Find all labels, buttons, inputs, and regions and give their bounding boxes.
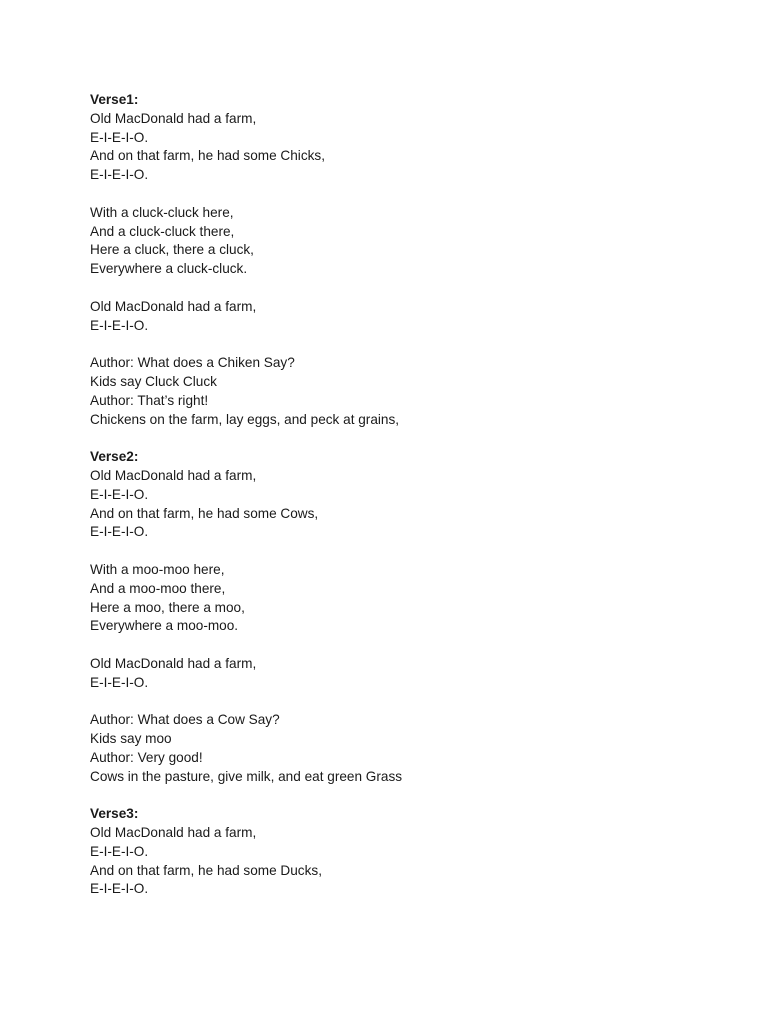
blank-line xyxy=(90,335,730,354)
blank-line xyxy=(90,429,730,448)
lyric-line: Here a moo, there a moo, xyxy=(90,599,245,615)
lyric-line: And a cluck-cluck there, xyxy=(90,223,235,239)
blank-line xyxy=(90,185,730,204)
lyric-line: And on that farm, he had some Ducks, xyxy=(90,862,322,878)
blank-line xyxy=(90,693,730,712)
verse-heading: Verse3: xyxy=(90,806,139,822)
lyric-line: Everywhere a moo-moo. xyxy=(90,618,239,634)
lyric-line: With a cluck-cluck here, xyxy=(90,204,234,220)
dialogue-line: Cows in the pasture, give milk, and eat green Grass xyxy=(90,768,403,784)
dialogue-line: Kids say moo xyxy=(90,731,172,747)
verse-heading: Verse2: xyxy=(90,449,139,465)
lyric-line: Everywhere a cluck-cluck. xyxy=(90,261,248,277)
verse-heading: Verse1: xyxy=(90,92,139,107)
lyric-line: Here a cluck, there a cluck, xyxy=(90,242,254,258)
dialogue-line: Author: That’s right! xyxy=(90,392,209,408)
lyric-line: E-I-E-I-O. xyxy=(90,674,149,690)
lyric-line: Old MacDonald had a farm, xyxy=(90,467,257,483)
lyric-line: And on that farm, he had some Cows, xyxy=(90,505,319,521)
verse xyxy=(90,448,730,805)
lyric-line: Old MacDonald had a farm, xyxy=(90,825,257,841)
lyric-line: E-I-E-I-O. xyxy=(90,843,149,859)
lyric-line: And a moo-moo there, xyxy=(90,580,226,596)
blank-line xyxy=(90,786,730,805)
blank-line xyxy=(90,542,730,561)
lyric-line: E-I-E-I-O. xyxy=(90,524,149,540)
dialogue-line: Kids say Cluck Cluck xyxy=(90,373,217,389)
dialogue-line: Author: Very good! xyxy=(90,749,203,765)
verse xyxy=(90,805,730,899)
lyric-line: E-I-E-I-O. xyxy=(90,167,149,183)
lyric-line: E-I-E-I-O. xyxy=(90,317,149,333)
lyric-line: E-I-E-I-O. xyxy=(90,881,149,897)
document-page xyxy=(90,91,730,899)
lyric-line: And on that farm, he had some Chicks, xyxy=(90,148,325,164)
lyric-line: Old MacDonald had a farm, xyxy=(90,655,257,671)
lyric-line: E-I-E-I-O. xyxy=(90,486,149,502)
dialogue-line: Chickens on the farm, lay eggs, and peck at grains, xyxy=(90,411,400,427)
lyric-line: E-I-E-I-O. xyxy=(90,129,149,145)
blank-line xyxy=(90,636,730,655)
lyric-line: Old MacDonald had a farm, xyxy=(90,298,257,314)
verse xyxy=(90,91,730,448)
lyric-line: With a moo-moo here, xyxy=(90,561,225,577)
lyric-line: Old MacDonald had a farm, xyxy=(90,110,257,126)
blank-line xyxy=(90,279,730,298)
dialogue-line: Author: What does a Chiken Say? xyxy=(90,355,295,371)
dialogue-line: Author: What does a Cow Say? xyxy=(90,712,280,728)
